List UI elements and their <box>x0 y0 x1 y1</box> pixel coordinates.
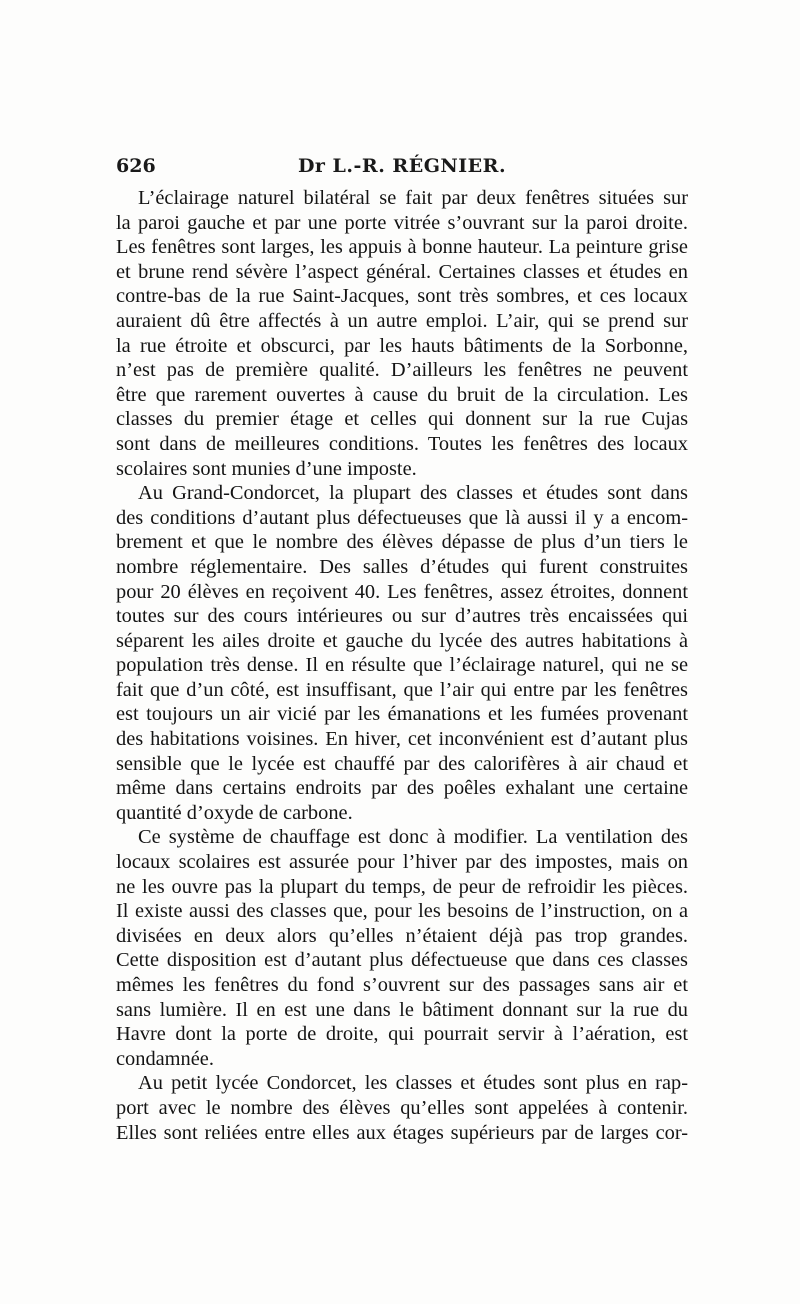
paragraph <box>116 186 688 481</box>
text-line: et brune rend sévère l’aspect général. Certaines classes et études en <box>116 260 688 283</box>
text-line: sont dans de meilleures conditions. Toutes les fenêtres des locaux <box>116 432 688 455</box>
text-line: fait que d’un côté, est insuffisant, que l’air qui entre par les fenêtres <box>116 678 688 701</box>
text-line: locaux scolaires est assurée pour l’hiver par des impostes, mais on <box>116 851 688 874</box>
text-line: classes du premier étage et celles qui donnent sur la rue Cujas <box>116 408 688 431</box>
text-line: mêmes les fenêtres du fond s’ouvrent sur des passages sans air et <box>116 974 688 996</box>
text-line: des habitations voisines. En hiver, cet inconvénient est d’autant plus <box>116 728 688 751</box>
text-line: ne les ouvre pas la plupart du temps, de peur de refroidir les pièces. <box>116 875 688 898</box>
text-line: Havre dont la porte de droite, qui pourrait servir à l’aération, est <box>116 1023 688 1046</box>
text-line: sensible que le lycée est chauffé par des calorifères à air chaud et <box>116 752 688 775</box>
text-line: toutes sur des cours intérieures ou sur d’autres très encaissées qui <box>116 605 688 628</box>
text-line: Les fenêtres sont larges, les appuis à bonne hauteur. La peinture grise <box>116 236 688 259</box>
text-line: scolaires sont munies d’une imposte. <box>116 457 417 480</box>
text-line: condamnée. <box>116 1047 214 1070</box>
text-line: Cette disposition est d’autant plus défectueuse que dans ces classes <box>116 949 688 972</box>
text-line: contre-bas de la rue Saint-Jacques, sont très sombres, et ces locaux <box>116 285 688 308</box>
paragraph <box>116 1071 688 1145</box>
paragraph <box>116 481 688 825</box>
text-line: la rue étroite et obscurci, par les hauts bâtiments de la Sorbonne, <box>116 334 688 357</box>
text-line: L’éclairage naturel bilatéral se fait par deux fenêtres situées sur <box>138 187 688 209</box>
text-line: la paroi gauche et par une porte vitrée s’ouvrant sur la paroi droite. <box>116 211 688 234</box>
running-title: Dr L.-R. RÉGNIER. <box>297 155 507 177</box>
text-line: Il existe aussi des classes que, pour les besoins de l’instruction, on a <box>116 900 688 923</box>
text-line: séparent les ailes droite et gauche du lycée des autres habitations à <box>116 629 688 652</box>
text-line: même dans certains endroits par des poêles exhalant une certaine <box>116 777 688 800</box>
text-line: port avec le nombre des élèves qu’elles sont appelées à contenir. <box>116 1096 688 1119</box>
text-line: être que rarement ouvertes à cause du bruit de la circulation. Les <box>116 383 688 406</box>
text-line: des conditions d’autant plus défectueuses que là aussi il y a encom- <box>116 506 688 529</box>
text-line: Au petit lycée Condorcet, les classes et études sont plus en rap- <box>138 1072 688 1095</box>
text-line: Elles sont reliées entre elles aux étages supérieurs par de larges cor- <box>116 1121 688 1144</box>
text-line: n’est pas de première qualité. D’ailleurs les fenêtres ne peuvent <box>116 359 688 382</box>
text-line: brement et que le nombre des élèves dépasse de plus d’un tiers le <box>116 531 688 554</box>
text-line: Ce système de chauffage est donc à modifier. La ventilation des <box>138 826 688 849</box>
text-line: sans lumière. Il en est une dans le bâtiment donnant sur la rue du <box>116 998 688 1021</box>
text-line: population très dense. Il en résulte que l’éclairage naturel, qui ne se <box>116 654 688 677</box>
paragraph <box>116 825 688 1071</box>
text-line: quantité d’oxyde de carbone. <box>116 801 353 824</box>
running-head <box>116 155 688 185</box>
text-line: est toujours un air vicié par les émanations et les fumées provenant <box>116 703 688 726</box>
page-number: 626 <box>116 155 156 177</box>
text-line: nombre réglementaire. Des salles d’études qui furent construites <box>116 555 688 578</box>
text-line: pour 20 élèves en reçoivent 40. Les fenêtres, assez étroites, donnent <box>116 580 688 603</box>
text-line: auraient dû être affectés à un autre emploi. L’air, qui se prend sur <box>116 309 688 332</box>
text-line: divisées en deux alors qu’elles n’étaient déjà pas trop grandes. <box>116 924 688 947</box>
body-text <box>116 186 688 1145</box>
text-line: Au Grand-Condorcet, la plupart des classes et études sont dans <box>138 482 688 505</box>
